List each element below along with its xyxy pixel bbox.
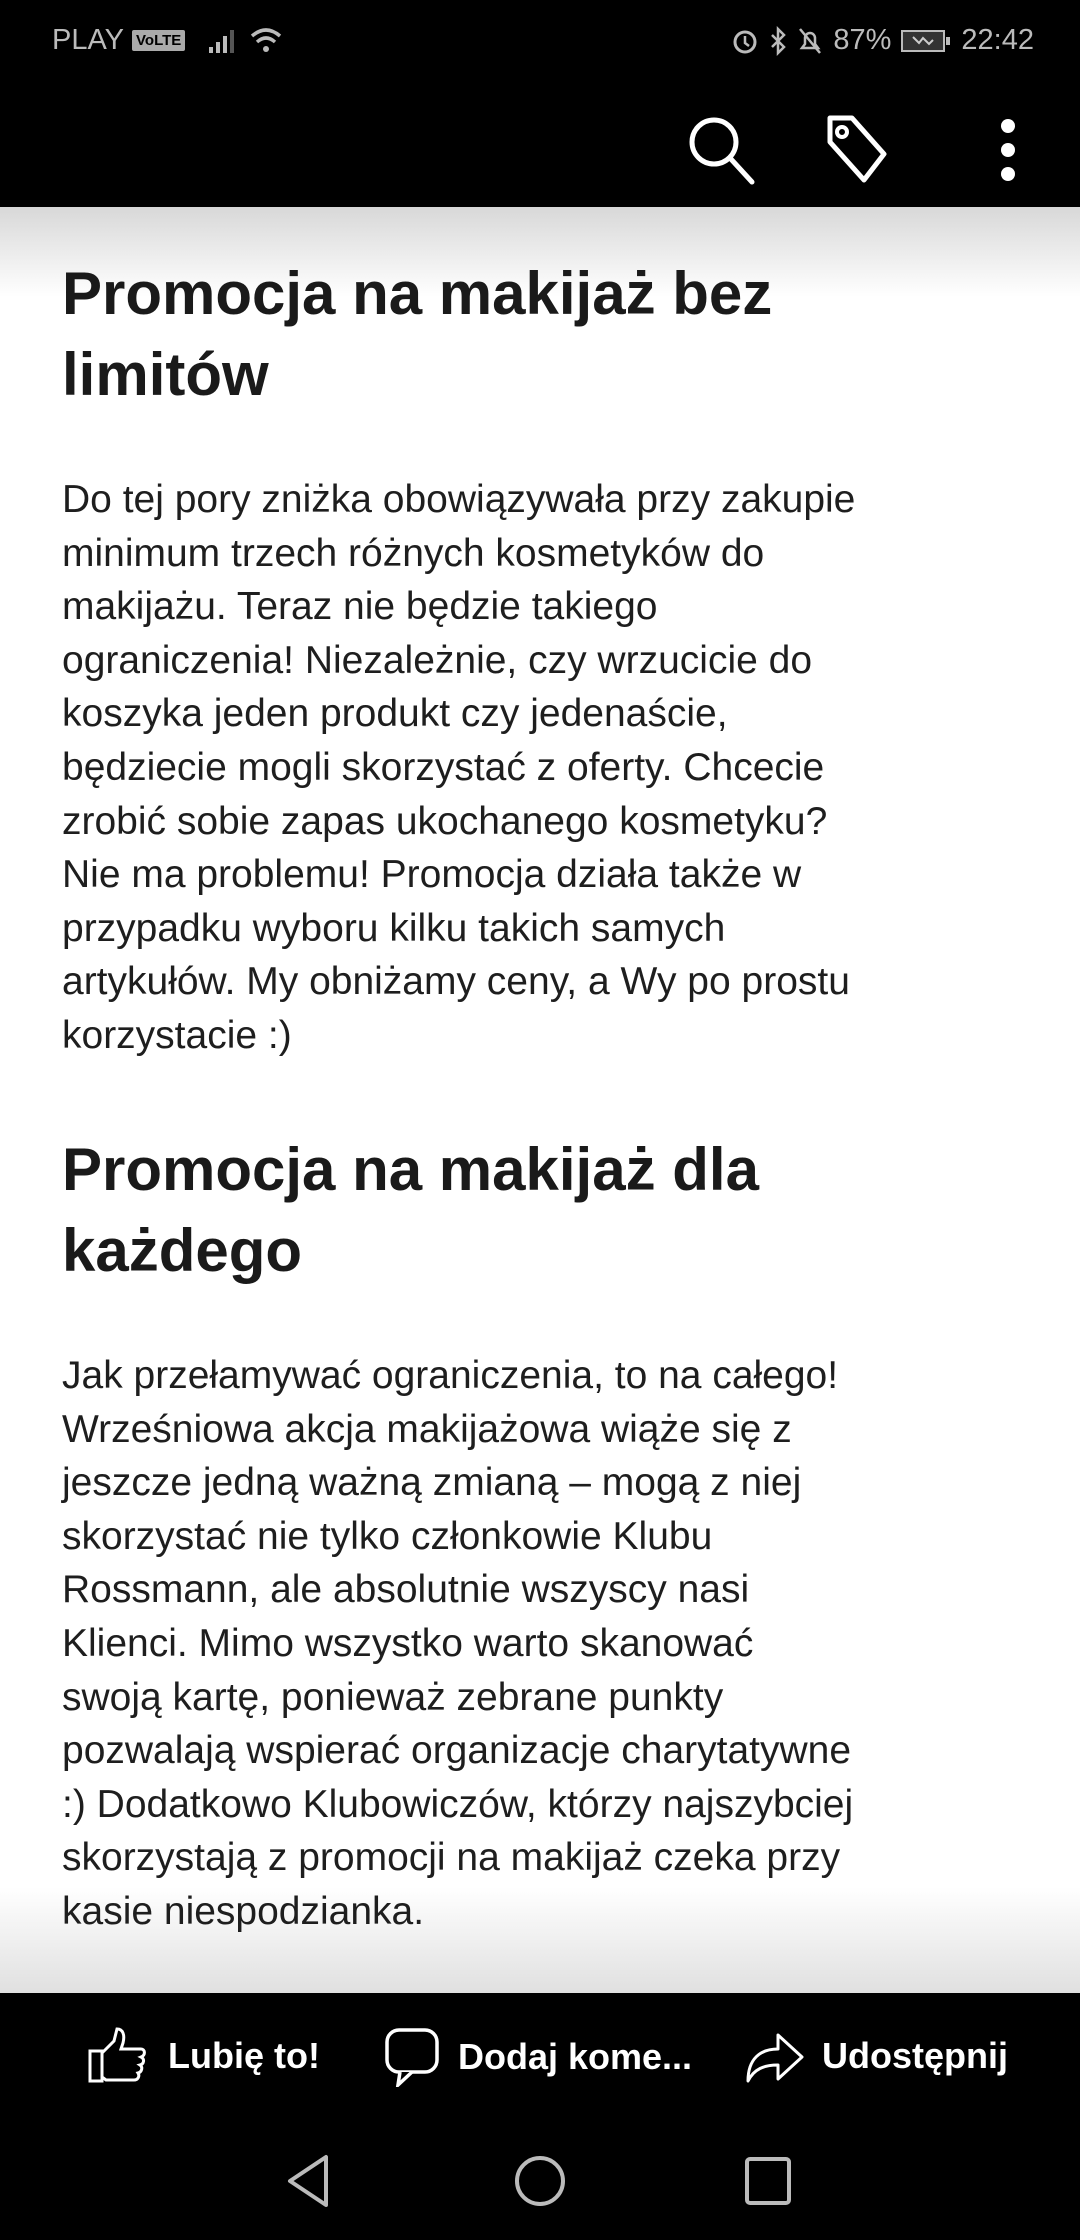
- signal-icon: [207, 27, 241, 55]
- wifi-icon: [249, 26, 283, 56]
- bluetooth-icon: [769, 26, 787, 56]
- system-nav-bar: [0, 2113, 1080, 2240]
- battery-percent: 87%: [833, 24, 892, 56]
- status-bar: [0, 0, 1080, 80]
- more-vert-icon[interactable]: [992, 112, 1024, 188]
- article-content[interactable]: [0, 207, 1080, 1993]
- section-heading: Promocja na makijaż bez limitów: [62, 260, 773, 408]
- action-bar: [0, 80, 1080, 207]
- mute-bell-icon: [797, 26, 823, 56]
- share-button[interactable]: Udostępnij: [744, 2027, 1008, 2085]
- section-paragraph: Jak przełamywać ograniczenia, to na całego! Wrześniowa akcja makijażowa wiąże się z jeszcze jedną ważną zmianą – mogą z niej skorzystać nie tylko członkowie Klubu Rossmann, ale absolutnie wszyscy nasi Klienci. Mimo wszystko warto skanować swoją kartę, ponieważ zebrane punkty pozwalają wspierać organizacje charytatywne :) Dodatkowo Klubowiczów, którzy najszybciej skorzystają z promocji na makijaż czeka przy kasie niespodzianka.: [62, 1354, 854, 1933]
- thumbs-up-icon: [88, 2027, 150, 2085]
- section-heading: Promocja na makijaż dla każdego: [62, 1136, 759, 1284]
- alarm-icon: [731, 26, 759, 56]
- battery-icon: [901, 28, 951, 54]
- carrier-name: PLAY: [52, 24, 125, 56]
- tag-icon[interactable]: [826, 112, 902, 188]
- section-paragraph: Do tej pory zniżka obowiązywała przy zakupie minimum trzech różnych kosmetyków do makijażu. Teraz nie będzie takiego ograniczenia! Niezależnie, czy wrzucicie do koszyka jeden produkt czy jedenaście, będziecie mogli skorzystać z oferty. Chcecie zrobić sobie zapas ukochanego kosmetyku? Nie ma problemu! Promocja działa także w przypadku wyboru kilku takich samych artykułów. My obniżamy ceny, a Wy po prostu korzystacie :): [62, 478, 856, 1057]
- search-icon[interactable]: [684, 112, 760, 188]
- comment-button[interactable]: Dodaj kome...: [384, 2027, 692, 2087]
- volte-badge: VoLTE: [132, 30, 185, 51]
- home-icon[interactable]: [512, 2153, 568, 2209]
- post-actions-bar: [0, 1993, 1080, 2113]
- share-arrow-icon: [744, 2027, 804, 2085]
- comment-bubble-icon: [384, 2027, 440, 2087]
- clock: 22:42: [961, 24, 1034, 56]
- like-button[interactable]: Lubię to!: [88, 2027, 320, 2085]
- back-icon[interactable]: [284, 2153, 334, 2209]
- recents-icon[interactable]: [744, 2153, 792, 2209]
